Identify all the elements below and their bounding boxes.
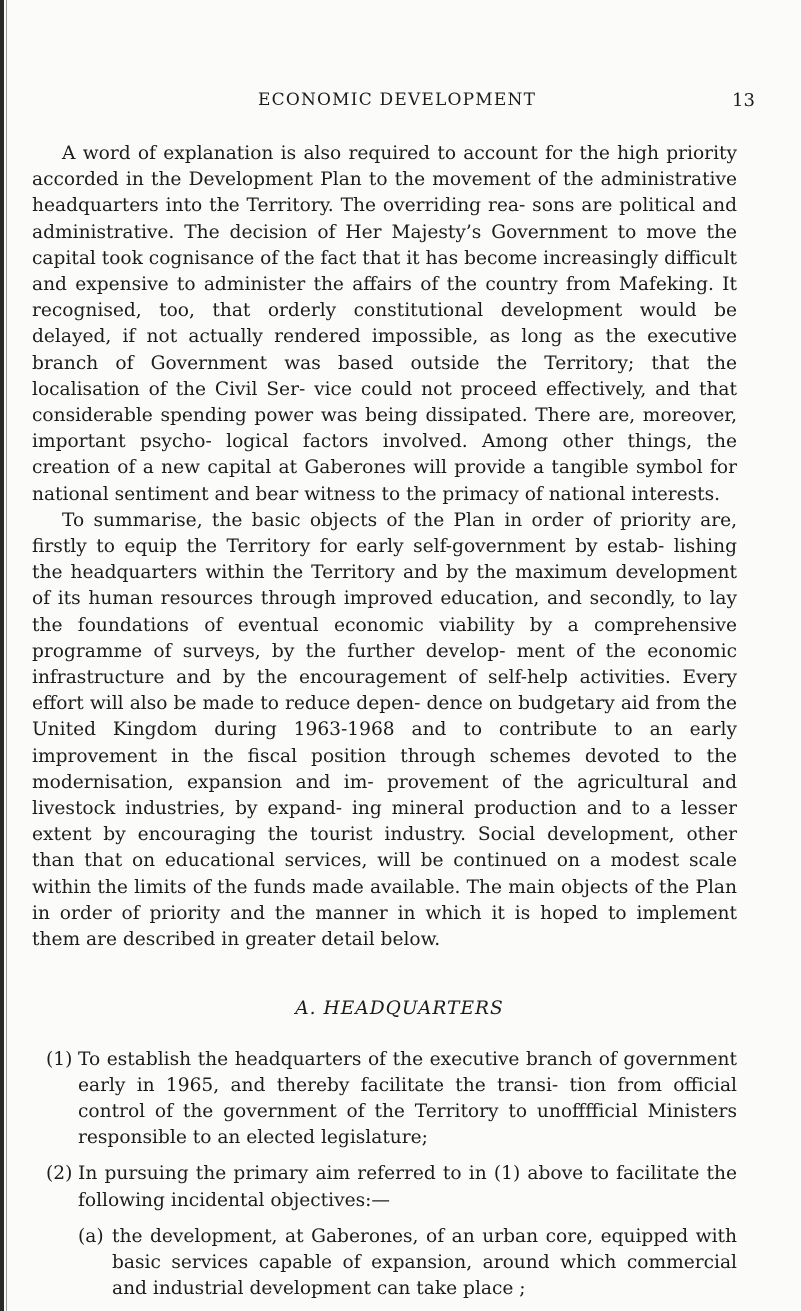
paragraph-summary: To summarise, the basic objects of the Plan in order of priority are, firstly to equip the Territory for early self-government by estab- lishing the headquarters within the Territory and by the maximum development of its human resources through improved education, and secondly, to lay the foundations of eventual economic viability by a comprehensive programme of surveys, by the further develop- ment of the economic infrastructure and by the encouragement of self-help activities. Every effort will also be made to reduce depen- dence on budgetary aid from the United Kingdom during 1963-1968 and to contribute to an early improvement in the fiscal position through schemes devoted to the modernisation, expansion and im- provement of the agricultural and livestock industries, by expand- ing mineral production and to a lesser extent by encouraging the tourist industry. Social development, other than that on educational services, will be continued on a modest scale within the limits of the funds made available. The main objects of the Plan in order of priority and the manner in which it is hoped to implement them are described in greater detail below. [32, 509, 737, 951]
section-heading: A. HEADQUARTERS [295, 998, 504, 1020]
list-item-text: In pursuing the primary aim referred to in (1) above to facilitate the following incidental objectives:— [78, 1163, 737, 1211]
list-item-number: (2) [46, 1163, 73, 1185]
sub-list-item-text: the development, at Gaberones, of an urban core, equipped with basic services capable of expansion, around which commercial and industrial development can take place ; [112, 1225, 737, 1300]
sub-list-item [32, 1224, 737, 1303]
binding-edge-line [6, 0, 7, 1311]
list-item-text: To establish the headquarters of the executive branch of government early in 1965, and thereby facilitate the transi- tion from official control of the government of the Territory to unofffficial Ministers responsible to an elected legislature; [78, 1048, 737, 1149]
binding-edge [0, 0, 4, 1311]
list-item-number: (1) [46, 1048, 73, 1070]
list-item [32, 1161, 737, 1213]
list-item [32, 1047, 737, 1152]
paragraph-explanation: A word of explanation is also required to account for the high priority accorded in the Development Plan to the movement of the administrative headquarters into the Territory. The overriding rea- sons are political and administrative. The decision of Her Majesty’s Government to move the capital took cognisance of the fact that it has become increasingly difficult and expensive to administer the affairs of the country from Mafeking. It recognised, too, that orderly constitutional development would be delayed, if not actually rendered impossible, as long as the executive branch of Government was based outside the Territory; that the localisation of the Civil Ser- vice could not proceed effectively, and that considerable spending power was being dissipated. There are, moreover, important psycho- logical factors involved. Among other things, the creation of a new capital at Gaberones will provide a tangible symbol for national sentiment and bear witness to the primacy of national interests. [32, 143, 737, 505]
page-body [32, 141, 737, 1302]
page-number: 13 [732, 90, 755, 111]
running-title: ECONOMIC DEVELOPMENT [258, 90, 537, 110]
sub-list-item-number: (a) [78, 1225, 104, 1247]
page-header [0, 90, 801, 116]
